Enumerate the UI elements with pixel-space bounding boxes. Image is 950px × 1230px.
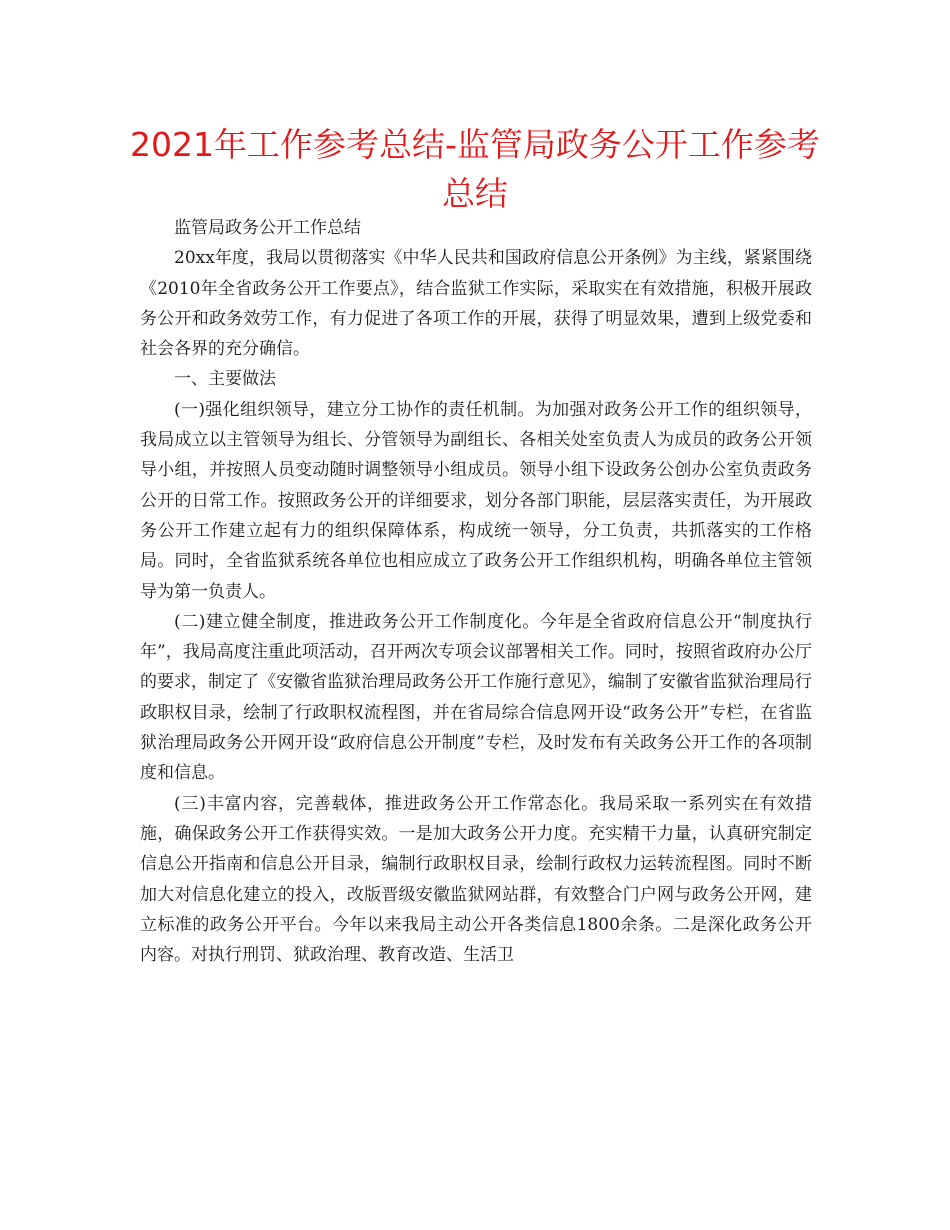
- document-title: 2021年工作参考总结-监管局政务公开工作参考总结: [130, 125, 820, 213]
- section-heading-main-practices: 一、主要做法: [174, 369, 276, 390]
- document-body: [140, 213, 812, 970]
- paragraph-subtitle: 监管局政务公开工作总结: [174, 218, 361, 238]
- paragraph-item-2: (二)建立健全制度，推进政务公开工作制度化。今年是全省政府信息公开“制度执行年”，我局高度注重此项活动，召开两次专项会议部署相关工作。同时，按照省政府办公厅的要求，制定了《安徽省监狱治理局政务公开工作施行意见》，编制了安徽省监狱治理局行政职权目录，绘制了行政职权流程图，并在省局综合信息网开设“政务公开”专栏，在省监狱治理局政务公开网开设“政府信息公开制度”专栏，及时发布有关政务公开工作的各项制度和信息。: [140, 611, 812, 784]
- paragraph-intro: 20xx年度，我局以贯彻落实《中华人民共和国政府信息公开条例》为主线，紧紧围绕《2010年全省政务公开工作要点》，结合监狱工作实际，采取实在有效措施，积极开展政务公开和政务效劳工作，有力促进了各项工作的开展，获得了明显效果，遭到上级党委和社会各界的充分确信。: [140, 248, 812, 360]
- paragraph-item-3: (三)丰富内容，完善载体，推进政务公开工作常态化。我局采取一系列实在有效措施，确保政务公开工作获得实效。一是加大政务公开力度。充实精干力量，认真研究制定信息公开指南和信息公开目录，编制行政职权目录，绘制行政权力运转流程图。同时不断加大对信息化建立的投入，改版晋级安徽监狱网站群，有效整合门户网与政务公开网，建立标准的政务公开平台。今年以来我局主动公开各类信息1800余条。二是深化政务公开内容。对执行刑罚、狱政治理、教育改造、生活卫: [140, 793, 812, 966]
- paragraph-item-1: (一)强化组织领导，建立分工协作的责任机制。为加强对政务公开工作的组织领导，我局成立以主管领导为组长、分管领导为副组长、各相关处室负责人为成员的政务公开领导小组，并按照人员变动随时调整领导小组成员。领导小组下设政务公创办公室负责政务公开的日常工作。按照政务公开的详细要求，划分各部门职能，层层落实责任，为开展政务公开工作建立起有力的组织保障体系，构成统一领导，分工负责，共抓落实的工作格局。同时，全省监狱系统各单位也相应成立了政务公开工作组织机构，明确各单位主管领导为第一负责人。: [140, 399, 812, 602]
